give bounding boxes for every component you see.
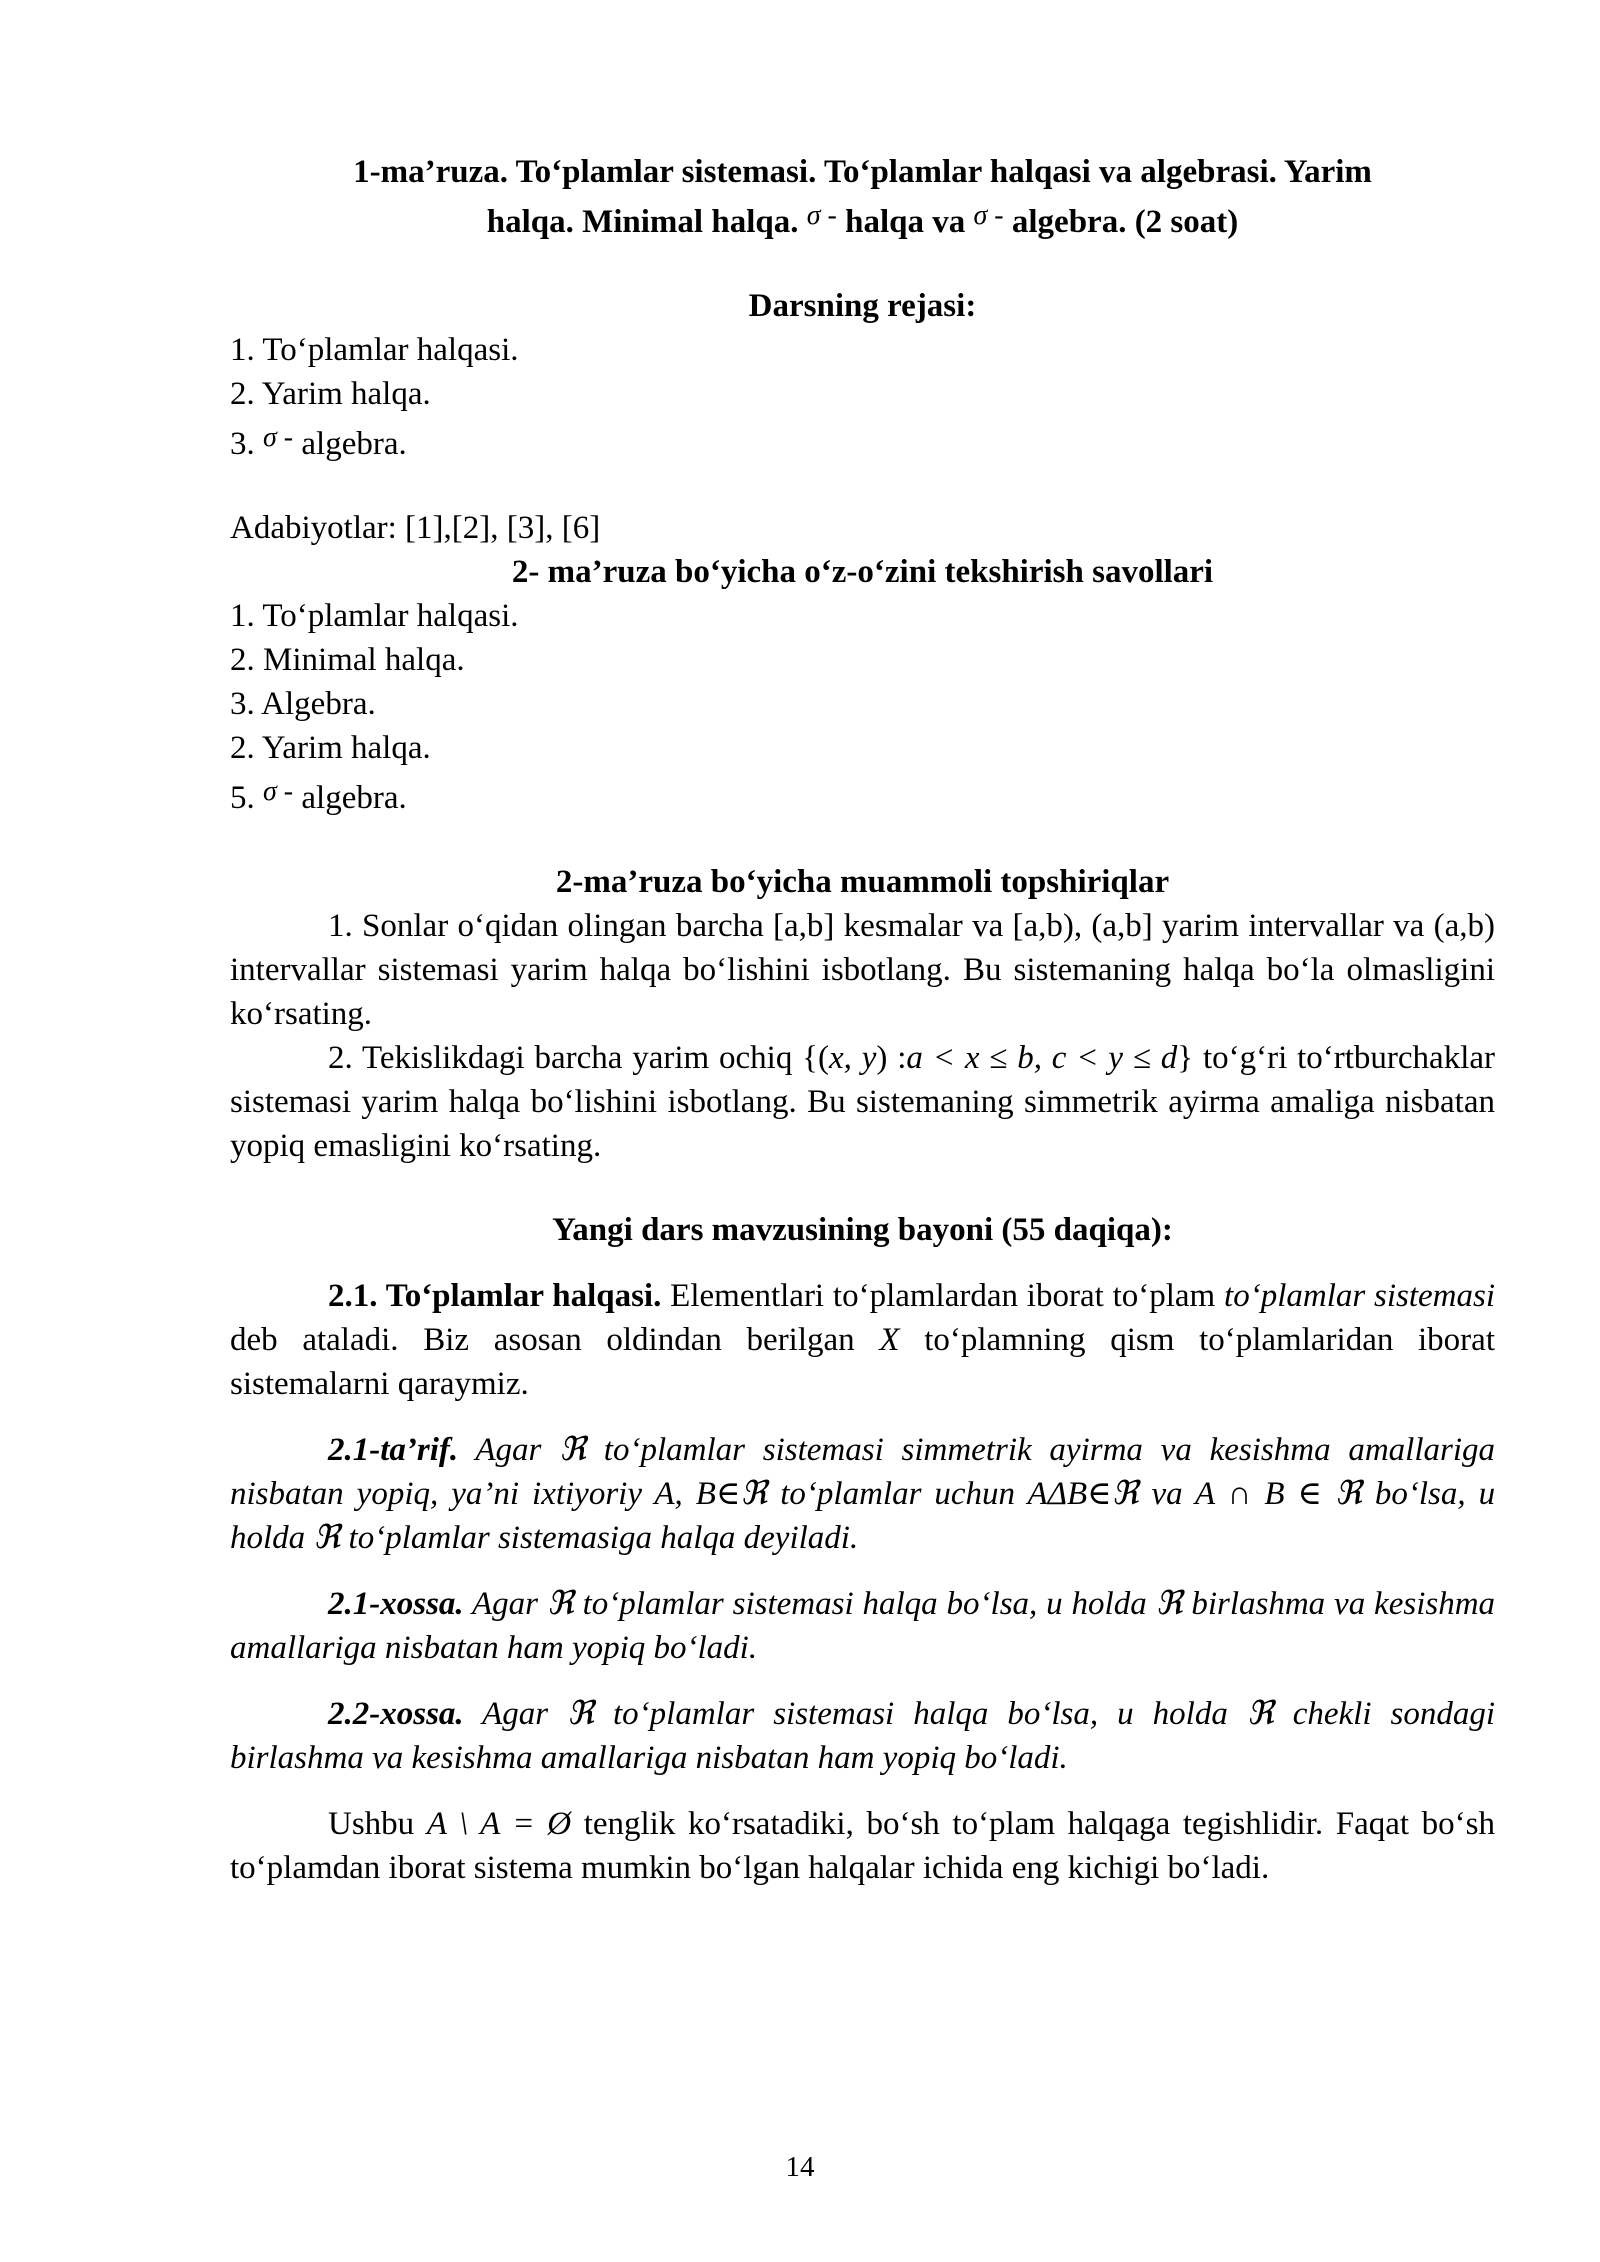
sigma-symbol: σ -	[973, 200, 1004, 231]
term: to‘plamlar sistemasi	[1224, 1278, 1496, 1314]
definition-text: to‘plamlar uchun	[780, 1476, 1016, 1512]
math-expr: A \ A = Ø	[426, 1806, 572, 1842]
item-text: algebra.	[301, 780, 407, 816]
math-symbol: ℜ	[313, 1520, 341, 1556]
questions-list	[230, 594, 1495, 820]
math-expr: A ∩ B ∈ ℜ	[1195, 1476, 1362, 1512]
definition-text: Agar	[475, 1432, 542, 1468]
math-symbol: X	[879, 1322, 900, 1358]
new-topic-heading: Yangi dars mavzusining bayoni (55 daqiqa):	[552, 1212, 1173, 1248]
closing-paragraph	[230, 1802, 1495, 1890]
list-item: 2. Minimal halqa.	[230, 642, 465, 678]
math-expr: x, y	[829, 1040, 877, 1076]
item-number: 5.	[230, 780, 255, 816]
math-symbol: ℜ	[546, 1586, 574, 1622]
definition-text: bo‘lsa, u holda	[230, 1476, 1496, 1556]
problems-heading: 2-ma’ruza bo‘yicha muammoli topshiriqlar	[555, 864, 1170, 900]
math-symbol: ℜ	[1155, 1586, 1183, 1622]
math-expr: A, B∈ℜ	[654, 1476, 768, 1512]
property-2-2	[230, 1692, 1495, 1780]
math-expr: a < x ≤ b, c < y ≤ d	[906, 1040, 1178, 1076]
definition-2-1	[230, 1428, 1495, 1560]
property-text: chekli sondagi birlashma va kesishma amallariga nisbatan ham yopiq bo‘ladi.	[230, 1696, 1496, 1776]
list-item: 3. Algebra.	[230, 686, 376, 722]
problem-text: ) :	[876, 1040, 907, 1076]
questions-heading: 2- ma’ruza bo‘yicha o‘z-o‘zini tekshirish savollari	[511, 554, 1214, 590]
literature-line: Adabiyotlar: [1],[2], [3], [6]	[230, 510, 601, 546]
math-expr: AΔB∈ℜ	[1027, 1476, 1139, 1512]
definition-label: 2.1-ta’rif.	[328, 1432, 459, 1468]
sigma-symbol: σ -	[263, 776, 294, 807]
property-2-1	[230, 1582, 1495, 1670]
title-line-1: 1-ma’ruza. To‘plamlar sistemasi. To‘plamlar halqasi va algebrasi. Yarim	[353, 154, 1372, 190]
property-text: birlashma va kesishma amallariga nisbatan ham yopiq bo‘ladi.	[230, 1586, 1496, 1666]
paragraph-text: Elementlari to‘plamlardan iborat to‘plam	[670, 1278, 1216, 1314]
list-item: 1. To‘plamlar halqasi.	[230, 332, 519, 368]
section-label: 2.1. To‘plamlar halqasi.	[328, 1278, 662, 1314]
title-line-2	[230, 194, 1495, 244]
property-text: Agar	[471, 1586, 538, 1622]
page-number: 14	[785, 2151, 815, 2183]
problem-1: 1. Sonlar o‘qidan olingan barcha [a,b] kesmalar va [a,b), (a,b] yarim intervallar va (a,b) intervallar sistemasi yarim halqa bo‘lishini isbotlang. Bu sistemaning halqa bo‘la olmasligini ko‘rsating.	[230, 908, 1495, 1032]
plan-heading: Darsning rejasi:	[748, 288, 977, 324]
math-symbol: ℜ	[1246, 1696, 1274, 1732]
problem-text: } to‘g‘ri to‘rtburchaklar sistemasi yarim halqa bo‘lishini isbotlang. Bu sistemaning simmetrik ayirma amaliga nisbatan yopiq emasligini ko‘rsating.	[230, 1040, 1495, 1164]
math-symbol: ℜ	[559, 1432, 586, 1468]
property-text: to‘plamlar sistemasi halqa bo‘lsa, u holda	[613, 1696, 1228, 1732]
definition-text: to‘plamlar sistemasiga halqa deyiladi.	[348, 1520, 859, 1556]
section-2-1-paragraph	[230, 1274, 1495, 1406]
plan-list	[230, 328, 1495, 466]
property-label: 2.1-xossa.	[328, 1586, 464, 1622]
title-text-a: halqa. Minimal halqa.	[486, 204, 799, 240]
list-item	[230, 416, 1495, 466]
sigma-symbol: σ -	[806, 200, 837, 231]
property-text: Agar	[482, 1696, 549, 1732]
item-number: 3.	[230, 426, 255, 462]
definition-text: to‘plamlar sistemasi simmetrik ayirma va kesishma amallariga nisbatan yopiq, ya’ni ixtiyoriy	[230, 1432, 1496, 1512]
lecture-title	[230, 150, 1495, 244]
property-text: to‘plamlar sistemasi halqa bo‘lsa, u holda	[582, 1586, 1147, 1622]
problem-text: 2. Tekislikdagi barcha yarim ochiq {(	[328, 1040, 830, 1076]
list-item: 2. Yarim halqa.	[230, 730, 431, 766]
property-label: 2.2-xossa.	[328, 1696, 464, 1732]
paragraph-text: deb ataladi. Biz asosan oldindan berilgan	[230, 1322, 855, 1358]
math-symbol: ℜ	[567, 1696, 594, 1732]
definition-text: va	[1151, 1476, 1183, 1512]
list-item: 2. Yarim halqa.	[230, 376, 431, 412]
paragraph-text: to‘plamning qism to‘plamlaridan iborat sistemalarni qaraymiz.	[230, 1322, 1495, 1402]
list-item: 1. To‘plamlar halqasi.	[230, 598, 519, 634]
item-text: algebra.	[301, 426, 407, 462]
page-content	[230, 150, 1495, 1890]
list-item	[230, 770, 1495, 820]
title-text-b: halqa va	[845, 204, 966, 240]
paragraph-text: Ushbu	[328, 1806, 415, 1842]
sigma-symbol: σ -	[263, 422, 294, 453]
problem-2	[230, 1036, 1495, 1168]
title-text-c: algebra. (2 soat)	[1011, 204, 1239, 240]
paragraph-text: tenglik ko‘rsatadiki, bo‘sh to‘plam halqaga tegishlidir. Faqat bo‘sh to‘plamdan iborat sistema mumkin bo‘lgan halqalar ichida eng kichigi bo‘ladi.	[230, 1806, 1496, 1886]
